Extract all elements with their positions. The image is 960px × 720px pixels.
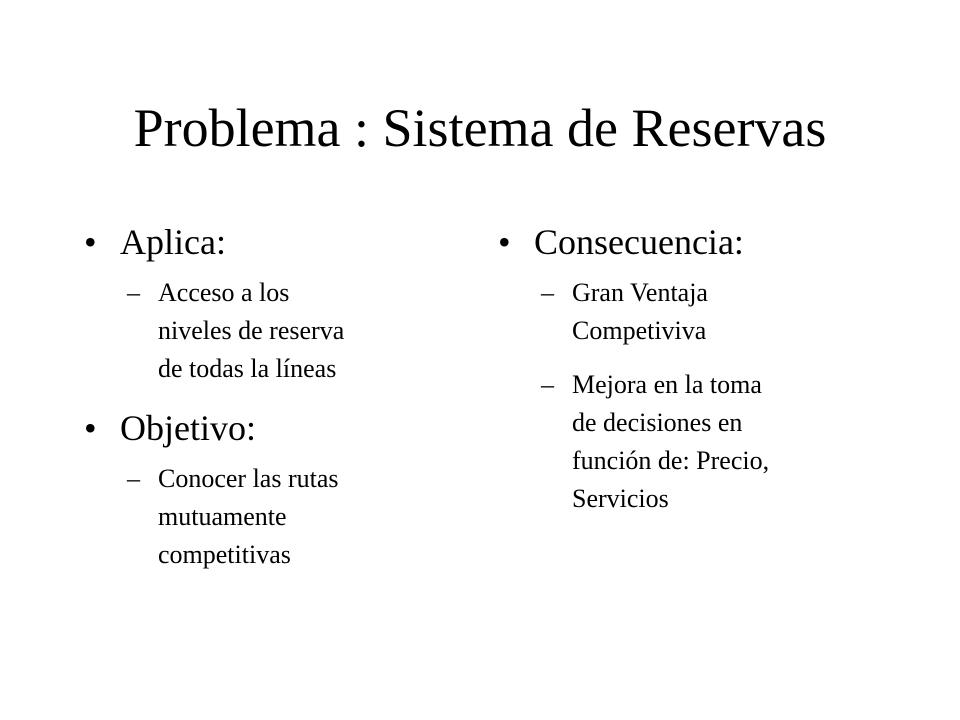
bullet-item-objetivo — [84, 400, 484, 456]
sub-bullet-line: Conocer las rutas — [158, 464, 339, 493]
bullet-icon: • — [498, 222, 511, 262]
dash-icon: – — [127, 464, 140, 493]
sub-bullet-line: de decisiones en — [572, 408, 743, 437]
sub-bullet-item — [498, 366, 872, 518]
sub-bullet-line: Servicios — [572, 484, 669, 513]
sub-bullet-line: función de: Precio, — [572, 446, 770, 475]
sub-bullet-line: competitivas — [158, 540, 291, 569]
sub-bullet-line: mutuamente — [158, 502, 287, 531]
dash-icon: – — [541, 370, 554, 399]
sub-bullet-line: Competiviva — [572, 316, 707, 345]
sub-bullet-line: de todas la líneas — [158, 354, 337, 383]
bullet-label: Objetivo: — [120, 408, 256, 448]
sub-bullet-line: Mejora en la toma — [572, 370, 762, 399]
sub-bullet-line: niveles de reserva — [158, 316, 345, 345]
bullet-item-consecuencia — [498, 214, 898, 270]
left-column — [84, 214, 484, 574]
bullet-icon: • — [84, 408, 97, 448]
dash-icon: – — [541, 278, 554, 307]
sub-bullet-item — [84, 274, 458, 388]
spacer — [84, 388, 484, 400]
slide-title: Problema : Sistema de Reservas — [133, 98, 827, 158]
sub-bullet-item — [84, 460, 458, 574]
sub-bullet-line: Acceso a los — [158, 278, 290, 307]
bullet-label: Aplica: — [120, 222, 226, 262]
bullet-icon: • — [84, 222, 97, 262]
sub-bullet-line: Gran Ventaja — [572, 278, 708, 307]
bullet-item-aplica — [84, 214, 484, 270]
sub-bullet-item — [498, 274, 872, 350]
bullet-label: Consecuencia: — [534, 222, 744, 262]
dash-icon: – — [127, 278, 140, 307]
right-column — [498, 214, 898, 518]
